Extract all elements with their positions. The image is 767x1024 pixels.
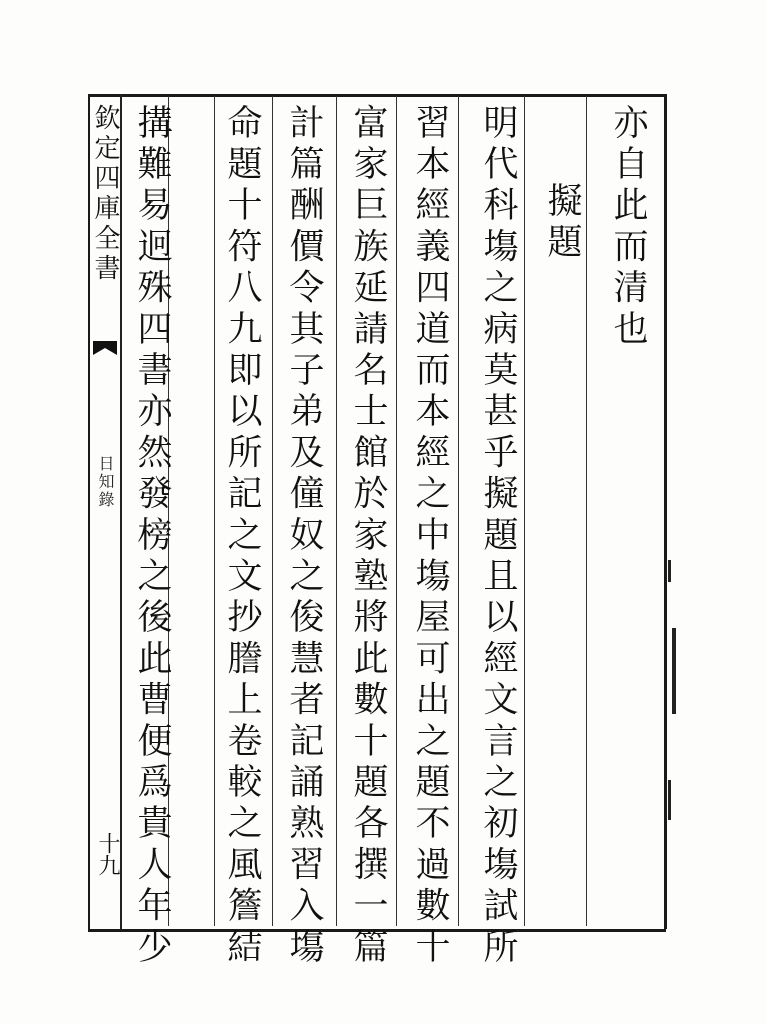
margin-title: 欽定四庫全書 bbox=[90, 104, 120, 284]
column-rule bbox=[396, 96, 397, 926]
text-column-1: 亦自此而清也 bbox=[608, 104, 648, 352]
fish-tail-icon bbox=[92, 340, 118, 356]
margin-book-title: 日知錄 bbox=[96, 455, 115, 509]
text-column-6: 計篇酬價令其子弟及僮奴之俊慧者記誦熟習入塲 bbox=[284, 104, 324, 970]
column-rule bbox=[524, 96, 525, 926]
column-rule bbox=[586, 96, 587, 926]
text-column-7: 命題十符八九即以所記之文抄謄上卷較之風簷結 bbox=[222, 104, 262, 970]
scan-edge-mark bbox=[668, 780, 671, 820]
column-rule bbox=[458, 96, 459, 926]
text-column-5: 富家巨族延請名士館於家塾將此數十題各撰一篇 bbox=[348, 104, 388, 970]
text-column-8: 搆難易迥殊四書亦然發榜之後此曹便爲貴人年少 bbox=[132, 104, 172, 970]
section-heading: 擬題 bbox=[542, 182, 582, 265]
column-rule bbox=[336, 96, 337, 926]
column-rule bbox=[214, 96, 215, 926]
margin-page-number: 十九 bbox=[95, 832, 120, 876]
scan-edge-mark bbox=[672, 628, 676, 714]
scan-edge-mark bbox=[668, 560, 671, 582]
text-column-4: 習本經義四道而本經之中塲屋可出之題不過數十 bbox=[410, 104, 450, 970]
frame-right-border bbox=[664, 94, 667, 929]
column-rule bbox=[272, 96, 273, 926]
text-column-3: 明代科塲之病莫甚乎擬題且以經文言之初塲試所 bbox=[478, 104, 518, 970]
margin-divider bbox=[120, 94, 122, 929]
